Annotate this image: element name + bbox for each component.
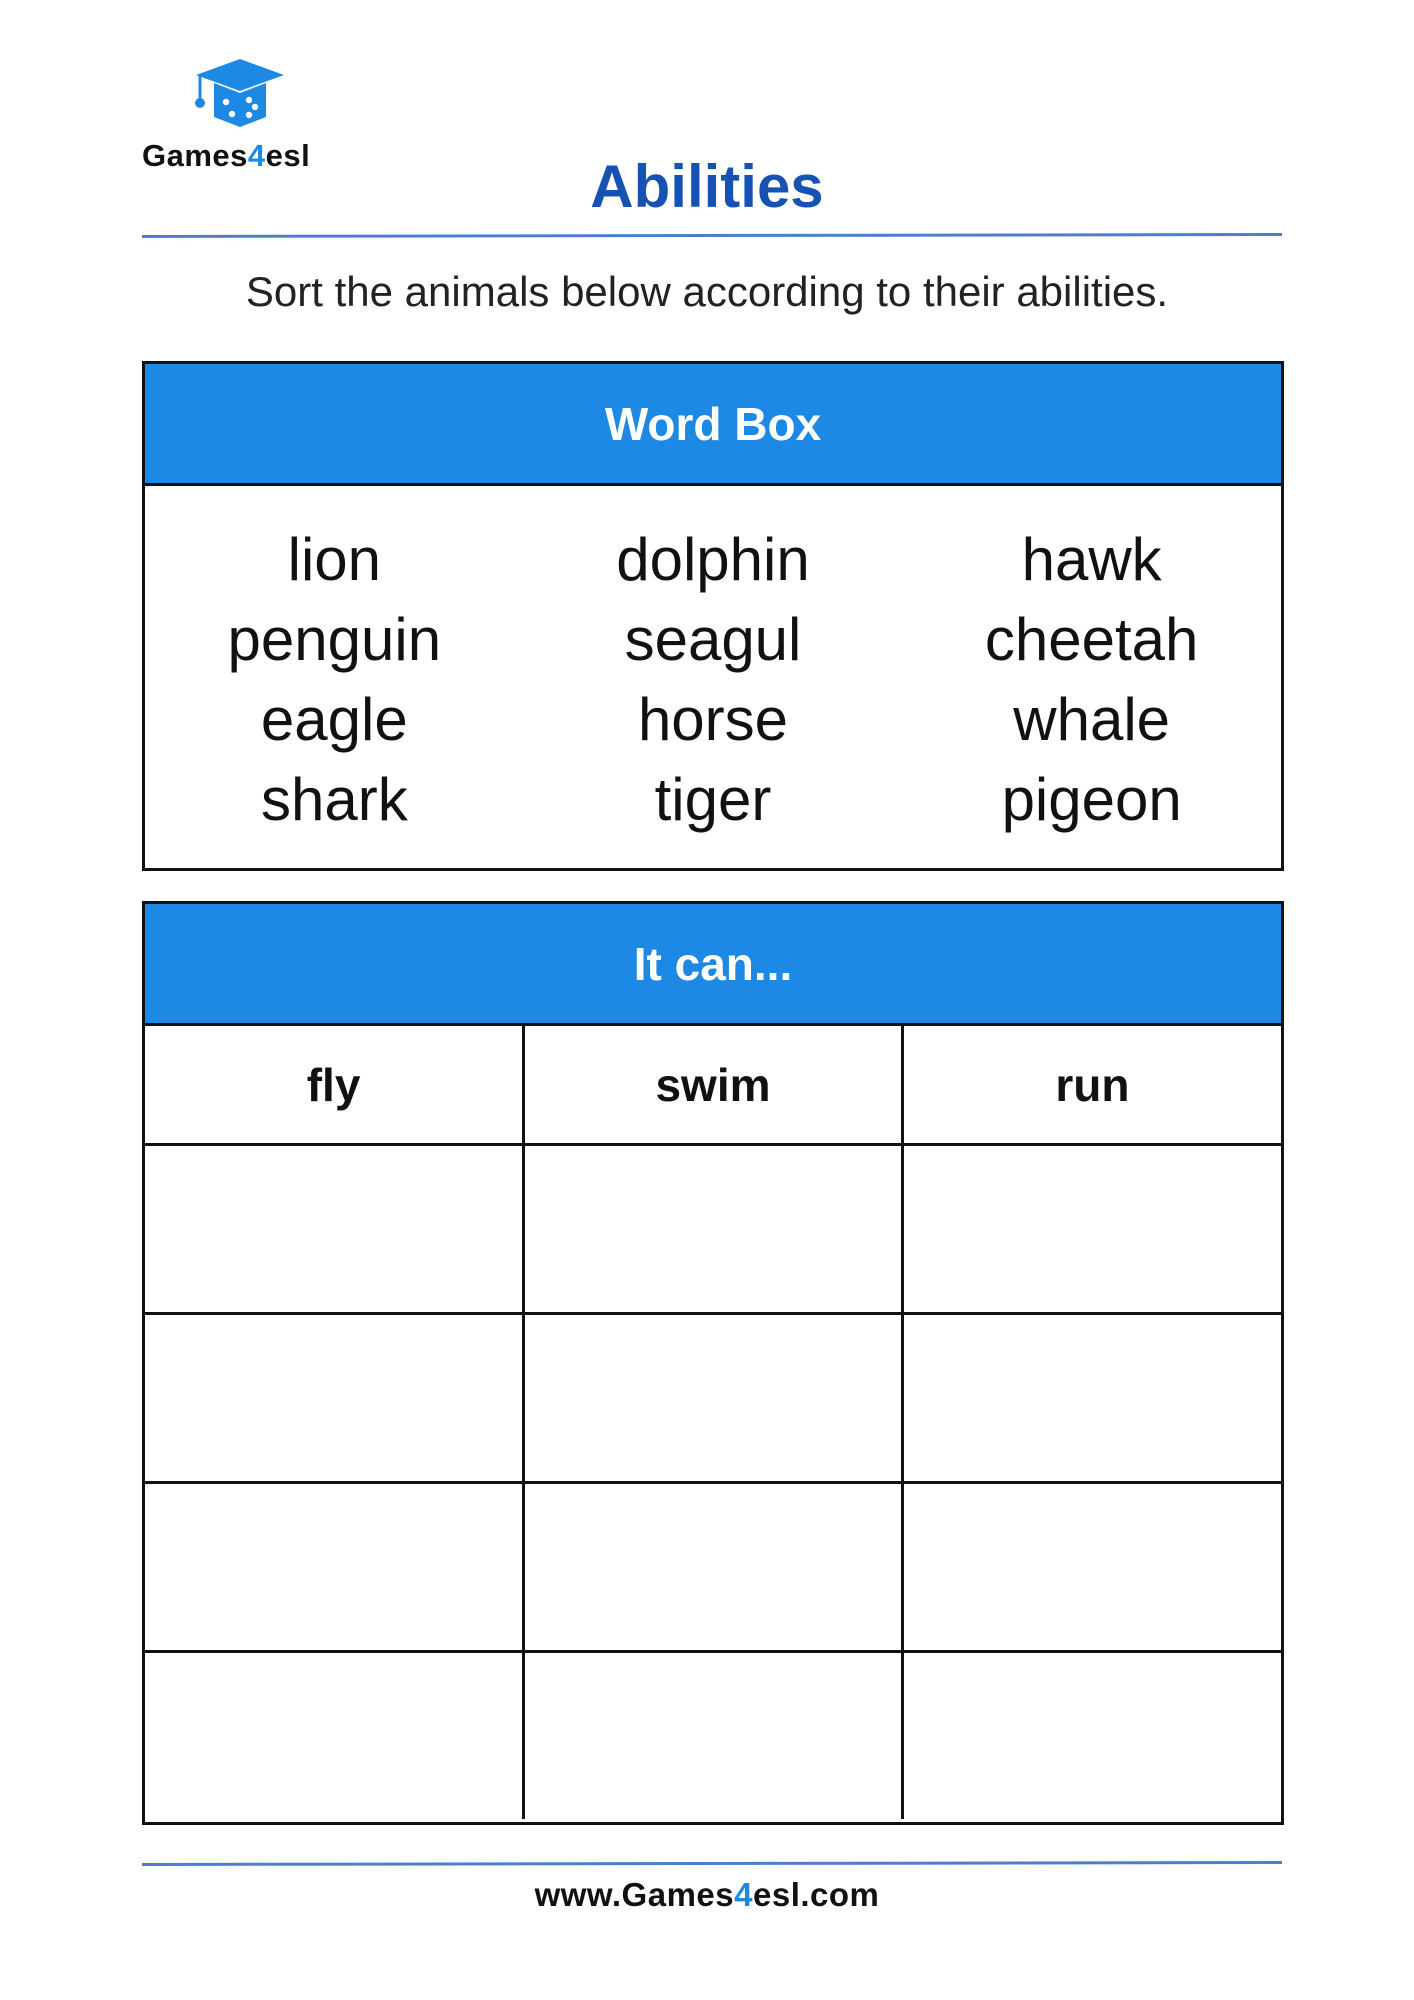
- table-row: [145, 1483, 1281, 1652]
- column-header-run: run: [902, 1026, 1281, 1145]
- answer-cell[interactable]: [524, 1652, 903, 1820]
- ability-table-header: It can...: [145, 904, 1281, 1026]
- table-row: [145, 1145, 1281, 1314]
- word-item: lion: [287, 526, 382, 593]
- word-item: horse: [637, 686, 789, 753]
- header-divider: [142, 233, 1282, 238]
- word-item: eagle: [260, 686, 408, 753]
- answer-cell[interactable]: [524, 1314, 903, 1483]
- ability-table: [145, 1026, 1281, 1819]
- answer-cell[interactable]: [902, 1145, 1281, 1314]
- answer-cell[interactable]: [902, 1652, 1281, 1820]
- table-row: [145, 1314, 1281, 1483]
- answer-cell[interactable]: [145, 1314, 524, 1483]
- table-row: [145, 1652, 1281, 1820]
- answer-cell[interactable]: [145, 1483, 524, 1652]
- word-item: dolphin: [616, 526, 810, 593]
- ability-table-box: [142, 901, 1284, 1825]
- word-box: [142, 361, 1284, 871]
- column-header-swim: swim: [524, 1026, 903, 1145]
- answer-cell[interactable]: [145, 1652, 524, 1820]
- footer-url[interactable]: www.Games4esl.com: [534, 1876, 880, 1913]
- word-item: penguin: [227, 606, 442, 673]
- word-item: tiger: [654, 766, 772, 833]
- word-box-header: Word Box: [145, 364, 1281, 486]
- answer-cell[interactable]: [902, 1314, 1281, 1483]
- word-list: [145, 486, 1281, 840]
- word-item: hawk: [1021, 526, 1162, 593]
- graduation-cap-dice-icon: [192, 55, 288, 127]
- word-item: cheetah: [984, 606, 1199, 673]
- answer-cell[interactable]: [524, 1483, 903, 1652]
- page-title: Abilities: [590, 153, 824, 220]
- brand-name: Games4esl: [142, 138, 311, 173]
- word-item: whale: [1013, 686, 1171, 753]
- answer-cell[interactable]: [524, 1145, 903, 1314]
- word-item: seagul: [624, 606, 802, 673]
- column-header-fly: fly: [145, 1026, 524, 1145]
- table-header-row: [145, 1026, 1281, 1145]
- instructions: Sort the animals below according to their abilities.: [245, 268, 1169, 315]
- answer-cell[interactable]: [145, 1145, 524, 1314]
- word-item: shark: [260, 766, 408, 833]
- word-item: pigeon: [1001, 766, 1182, 833]
- answer-cell[interactable]: [902, 1483, 1281, 1652]
- footer-divider: [142, 1861, 1282, 1866]
